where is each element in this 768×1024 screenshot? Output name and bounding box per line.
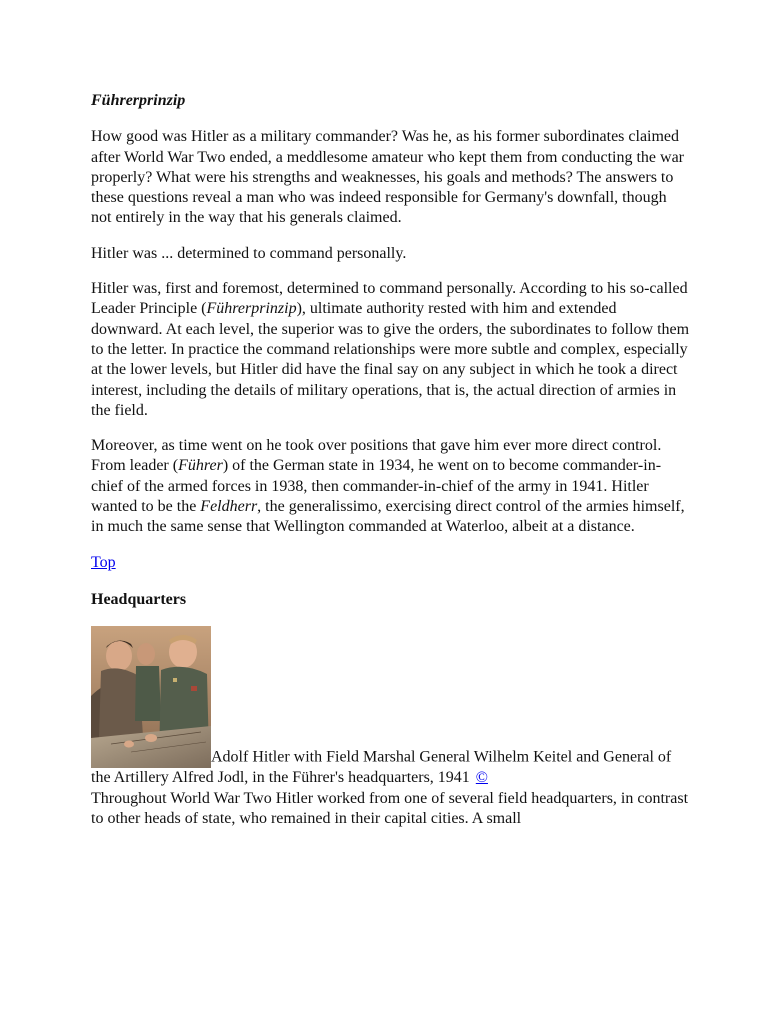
article	[91, 91, 691, 829]
pullquote: Hitler was ... determined to command personally.	[91, 244, 407, 262]
paragraph-control	[91, 436, 691, 537]
paragraph-text: ) of the German state in 1934, he went on to become commander-in-chief of the armed forces in 1938, then commander-in-chief of the army in 1941. Hitler wanted to be the	[91, 457, 662, 516]
section-title-headquarters: Headquarters	[91, 590, 187, 608]
copyright-link[interactable]: ©	[475, 769, 488, 787]
emphasis-term: Führer	[178, 457, 223, 475]
photo-caption-block	[91, 626, 691, 829]
paragraph-headquarters: Throughout World War Two Hitler worked from one of several field headquarters, in contrast to other heads of state, who remained in their capital cities. A small	[91, 789, 689, 827]
paragraph-intro: How good was Hitler as a military commander? Was he, as his former subordinates claimed after World War Two ended, a meddlesome amateur who kept them from conducting the war properly? What were his strengths and weaknesses, his goals and methods? The answers to these questions reveal a man who was indeed responsible for Germany's downfall, though not entirely in the way that his generals claimed.	[91, 128, 685, 227]
paragraph-text: ), ultimate authority rested with him and extended downward. At each level, the superior was to give the orders, the subordinates to follow them to the letter. In practice the command relationships were more subtle and complex, especially at the lower levels, but Hitler did have the final say on any subject in which he took a direct interest, including the details of military operations, that is, the actual direction of armies in the field.	[91, 300, 690, 419]
emphasis-term: Führerprinzip	[206, 300, 297, 318]
paragraph-text: Hitler was, first and foremost, determined to command personally. According to his so-called Leader Principle (	[91, 280, 688, 318]
paragraph-text: Moreover, as time went on he took over positions that gave him ever more direct control. From leader (	[91, 437, 662, 475]
hitler-keitel-jodl-photo	[91, 626, 211, 768]
emphasis-term: Feldherr	[200, 498, 258, 516]
paragraph-text: , the generalissimo, exercising direct control of the armies himself, in much the same sense that Wellington commanded at Waterloo, albeit at a distance.	[91, 498, 685, 536]
section-title-fuhrerprinzip: Führerprinzip	[91, 92, 186, 109]
top-link[interactable]: Top	[91, 553, 116, 571]
paragraph-leader-principle	[91, 279, 691, 421]
photo-caption: Adolf Hitler with Field Marshal General Wilhelm Keitel and General of the Artillery Alfred Jodl, in the Führer's headquarters, 1941	[91, 748, 672, 787]
